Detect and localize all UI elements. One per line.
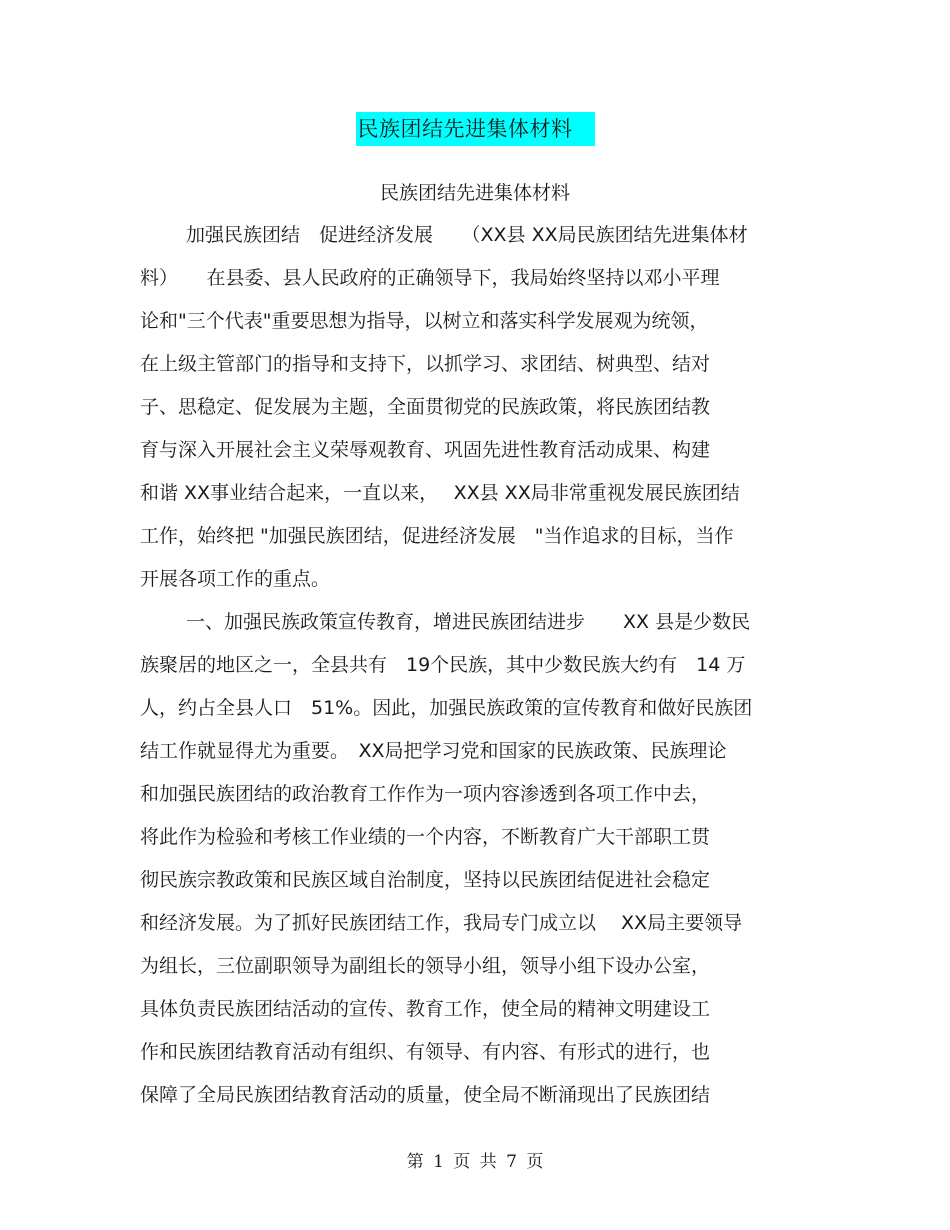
title-container — [0, 112, 950, 146]
text-line: 具体负责民族团结活动的宣传、教育工作，使全局的精神文明建设工 — [140, 998, 711, 1020]
page-footer: 第 1 页 共 7 页 — [406, 1152, 544, 1172]
text-line: 彻民族宗教政策和民族区域自治制度，坚持以民族团结促进社会稳定 — [140, 869, 711, 891]
text-line: 和加强民族团结的政治教育工作作为一项内容渗透到各项工作中去， — [140, 783, 711, 805]
text-line: 一、加强民族政策宣传教育，增进民族团结进步 XX 县是少数民 — [186, 611, 751, 633]
text-line: 和谐 XX事业结合起来，一直以来， XX县 XX局非常重视发展民族团结 — [140, 482, 740, 504]
text-line: 为组长，三位副职领导为副组长的领导小组，领导小组下设办公室， — [140, 955, 711, 977]
text-line: 开展各项工作的重点。 — [140, 568, 331, 590]
text-line: 和经济发展。为了抓好民族团结工作，我局专门成立以 XX局主要领导 — [140, 912, 743, 934]
document-subtitle: 民族团结先进集体材料 — [379, 182, 570, 204]
page-title: 民族团结先进集体材料 — [356, 112, 595, 146]
text-line: 料） 在县委、县人民政府的正确领导下，我局始终坚持以邓小平理 — [140, 267, 720, 289]
text-line: 族聚居的地区之一，全县共有 19个民族，其中少数民族大约有 14 万 — [140, 654, 746, 676]
text-line: 在上级主管部门的指导和支持下，以抓学习、求团结、树典型、结对 — [140, 353, 711, 375]
text-line: 子、思稳定、促发展为主题，全面贯彻党的民族政策，将民族团结教 — [140, 396, 711, 418]
text-line: 作和民族团结教育活动有组织、有领导、有内容、有形式的进行，也 — [140, 1041, 711, 1063]
body-text — [140, 220, 820, 1123]
text-line: 育与深入开展社会主义荣辱观教育、巩固先进性教育活动成果、构建 — [140, 439, 711, 461]
text-line: 论和"三个代表"重要思想为指导，以树立和落实科学发展观为统领， — [140, 310, 709, 332]
text-line: 保障了全局民族团结教育活动的质量，使全局不断涌现出了民族团结 — [140, 1084, 711, 1106]
text-line: 工作，始终把 "加强民族团结，促进经济发展 "当作追求的目标，当作 — [140, 525, 734, 547]
text-line: 将此作为检验和考核工作业绩的一个内容，不断教育广大干部职工贯 — [140, 826, 711, 848]
text-line: 结工作就显得尤为重要。 XX局把学习党和国家的民族政策、民族理论 — [140, 740, 727, 762]
text-line: 人，约占全县人口 51%。因此，加强民族政策的宣传教育和做好民族团 — [140, 697, 753, 719]
text-line: 加强民族团结 促进经济发展 （XX县 XX局民族团结先进集体材 — [186, 224, 748, 246]
